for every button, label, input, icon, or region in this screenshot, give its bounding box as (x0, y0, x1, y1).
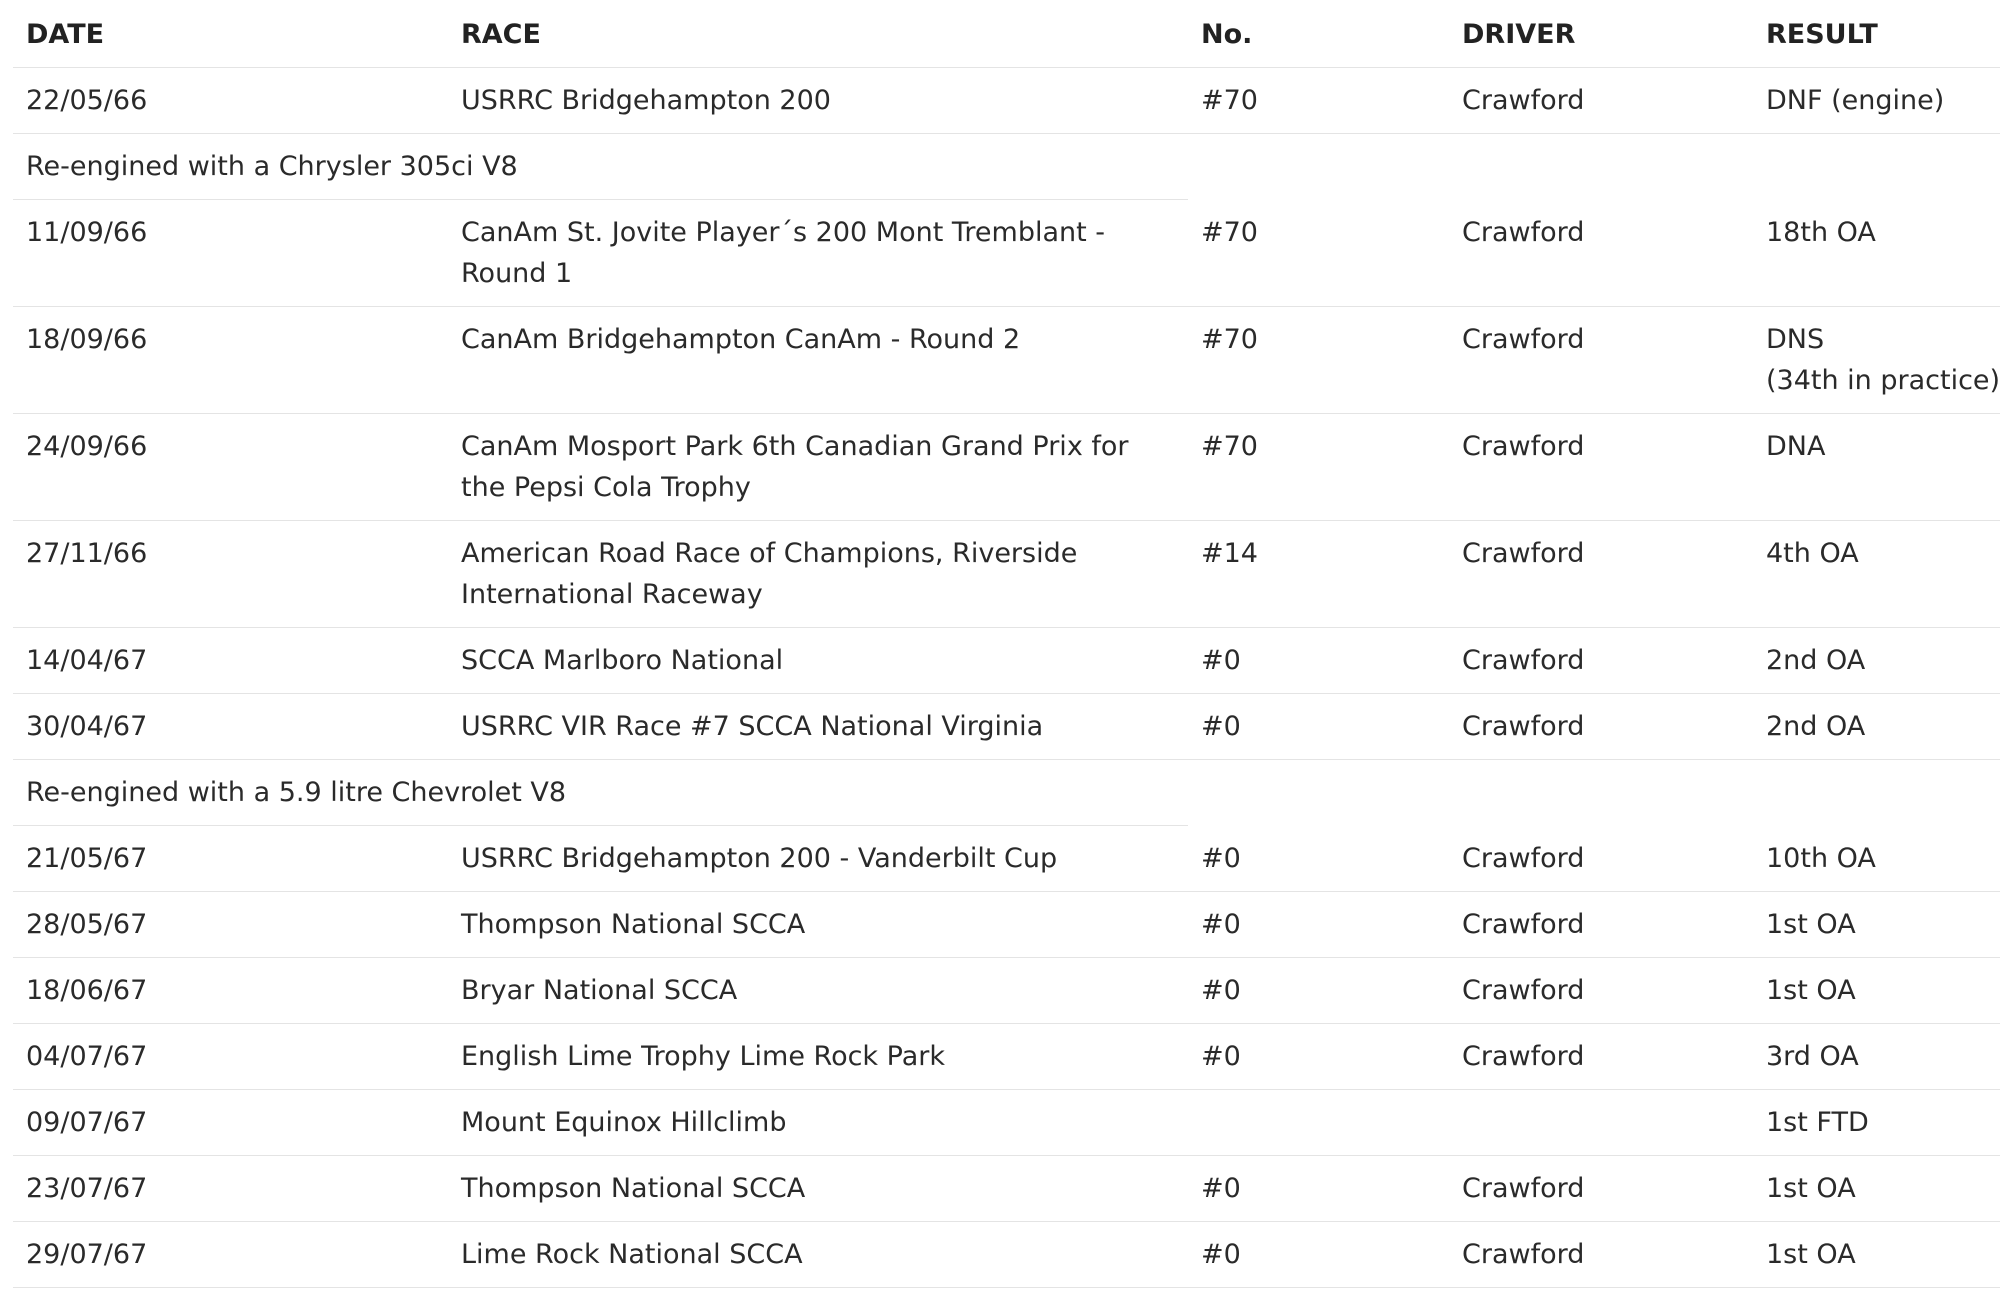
cell-result (1753, 1024, 2000, 1090)
table-body (13, 68, 2000, 1288)
result-text: DNA (1766, 431, 1826, 462)
header-result: RESULT (1753, 0, 2000, 68)
engine-note: Re-engined with a 5.9 litre Chevrolet V8 (13, 760, 1188, 826)
cell-date: 11/09/66 (13, 200, 448, 307)
cell-race: USRRC Bridgehampton 200 - Vanderbilt Cup (448, 826, 1188, 892)
cell-driver: Crawford (1449, 200, 1753, 307)
cell-race: Mount Equinox Hillclimb (448, 1090, 1188, 1156)
cell-date: 30/04/67 (13, 694, 448, 760)
result-text: 1st OA (1766, 975, 1856, 1006)
cell-race: Lime Rock National SCCA (448, 1222, 1188, 1288)
cell-race: CanAm St. Jovite Player´s 200 Mont Tremblant - Round 1 (448, 200, 1188, 307)
cell-date: 09/07/67 (13, 1090, 448, 1156)
cell-result (1753, 307, 2000, 414)
cell-number: #0 (1188, 628, 1449, 694)
cell-driver: Crawford (1449, 307, 1753, 414)
cell-result (1753, 1156, 2000, 1222)
header-race: RACE (448, 0, 1188, 68)
cell-driver (1449, 1090, 1753, 1156)
cell-driver: Crawford (1449, 958, 1753, 1024)
empty-cell (1753, 760, 2000, 826)
header-date: DATE (13, 0, 448, 68)
cell-date: 22/05/66 (13, 68, 448, 134)
table-row (13, 958, 2000, 1024)
result-text: 1st OA (1766, 1173, 1856, 1204)
cell-driver: Crawford (1449, 826, 1753, 892)
table-header-row (13, 0, 2000, 68)
table-row (13, 414, 2000, 521)
cell-result (1753, 1090, 2000, 1156)
cell-date: 18/06/67 (13, 958, 448, 1024)
cell-date: 14/04/67 (13, 628, 448, 694)
cell-race: Thompson National SCCA (448, 892, 1188, 958)
cell-number: #14 (1188, 521, 1449, 628)
table-row (13, 521, 2000, 628)
result-text: DNS (1766, 324, 1825, 355)
table-row (13, 1156, 2000, 1222)
result-text: 3rd OA (1766, 1041, 1859, 1072)
empty-cell (1449, 760, 1753, 826)
cell-number: #0 (1188, 1222, 1449, 1288)
cell-number: #70 (1188, 200, 1449, 307)
cell-result (1753, 892, 2000, 958)
cell-number: #0 (1188, 1156, 1449, 1222)
cell-race: USRRC Bridgehampton 200 (448, 68, 1188, 134)
cell-race: SCCA Marlboro National (448, 628, 1188, 694)
table-row (13, 1024, 2000, 1090)
cell-driver: Crawford (1449, 68, 1753, 134)
cell-driver: Crawford (1449, 1024, 1753, 1090)
header-driver: DRIVER (1449, 0, 1753, 68)
cell-number: #0 (1188, 958, 1449, 1024)
header-number: No. (1188, 0, 1449, 68)
cell-driver: Crawford (1449, 694, 1753, 760)
result-text: 1st OA (1766, 1239, 1856, 1270)
table-row (13, 200, 2000, 307)
cell-result (1753, 628, 2000, 694)
cell-number: #0 (1188, 826, 1449, 892)
table-row (13, 68, 2000, 134)
result-text: 2nd OA (1766, 711, 1866, 742)
cell-driver: Crawford (1449, 414, 1753, 521)
empty-cell (1188, 760, 1449, 826)
cell-race: Bryar National SCCA (448, 958, 1188, 1024)
cell-number: #0 (1188, 892, 1449, 958)
cell-date: 27/11/66 (13, 521, 448, 628)
cell-date: 18/09/66 (13, 307, 448, 414)
table-row (13, 1090, 2000, 1156)
cell-date: 04/07/67 (13, 1024, 448, 1090)
cell-driver: Crawford (1449, 1156, 1753, 1222)
cell-result (1753, 414, 2000, 521)
cell-result (1753, 958, 2000, 1024)
cell-race: Thompson National SCCA (448, 1156, 1188, 1222)
cell-number: #0 (1188, 1024, 1449, 1090)
cell-date: 24/09/66 (13, 414, 448, 521)
table-row (13, 892, 2000, 958)
cell-race: American Road Race of Champions, Riverside International Raceway (448, 521, 1188, 628)
result-text: 4th OA (1766, 538, 1859, 569)
cell-date: 28/05/67 (13, 892, 448, 958)
cell-driver: Crawford (1449, 1222, 1753, 1288)
empty-cell (1188, 134, 1449, 200)
cell-number: #0 (1188, 694, 1449, 760)
cell-result (1753, 200, 2000, 307)
cell-number: #70 (1188, 68, 1449, 134)
cell-result (1753, 826, 2000, 892)
cell-result (1753, 694, 2000, 760)
result-text: 1st FTD (1766, 1107, 1869, 1138)
cell-date: 21/05/67 (13, 826, 448, 892)
table-note-row (13, 134, 2000, 200)
empty-cell (1753, 134, 2000, 200)
cell-number (1188, 1090, 1449, 1156)
result-text: 1st OA (1766, 909, 1856, 940)
result-text: 10th OA (1766, 842, 1876, 874)
cell-result (1753, 1222, 2000, 1288)
cell-race: CanAm Bridgehampton CanAm - Round 2 (448, 307, 1188, 414)
table-note-row (13, 760, 2000, 826)
race-results-table (13, 0, 2000, 1288)
cell-date: 29/07/67 (13, 1222, 448, 1288)
result-text: DNF (engine) (1766, 85, 1945, 116)
engine-note: Re-engined with a Chrysler 305ci V8 (13, 134, 1188, 200)
table-row (13, 628, 2000, 694)
cell-result (1753, 68, 2000, 134)
table-row (13, 1222, 2000, 1288)
table-row (13, 826, 2000, 892)
result-detail-text: (34th in practice) (1766, 365, 2000, 396)
cell-driver: Crawford (1449, 628, 1753, 694)
cell-driver: Crawford (1449, 521, 1753, 628)
result-text: 2nd OA (1766, 645, 1866, 676)
cell-driver: Crawford (1449, 892, 1753, 958)
cell-race: USRRC VIR Race #7 SCCA National Virginia (448, 694, 1188, 760)
cell-race: CanAm Mosport Park 6th Canadian Grand Prix for the Pepsi Cola Trophy (448, 414, 1188, 521)
result-text: 18th OA (1766, 216, 1876, 248)
table-row (13, 694, 2000, 760)
empty-cell (1449, 134, 1753, 200)
cell-race: English Lime Trophy Lime Rock Park (448, 1024, 1188, 1090)
cell-number: #70 (1188, 307, 1449, 414)
cell-date: 23/07/67 (13, 1156, 448, 1222)
cell-number: #70 (1188, 414, 1449, 521)
cell-result (1753, 521, 2000, 628)
table-row (13, 307, 2000, 414)
